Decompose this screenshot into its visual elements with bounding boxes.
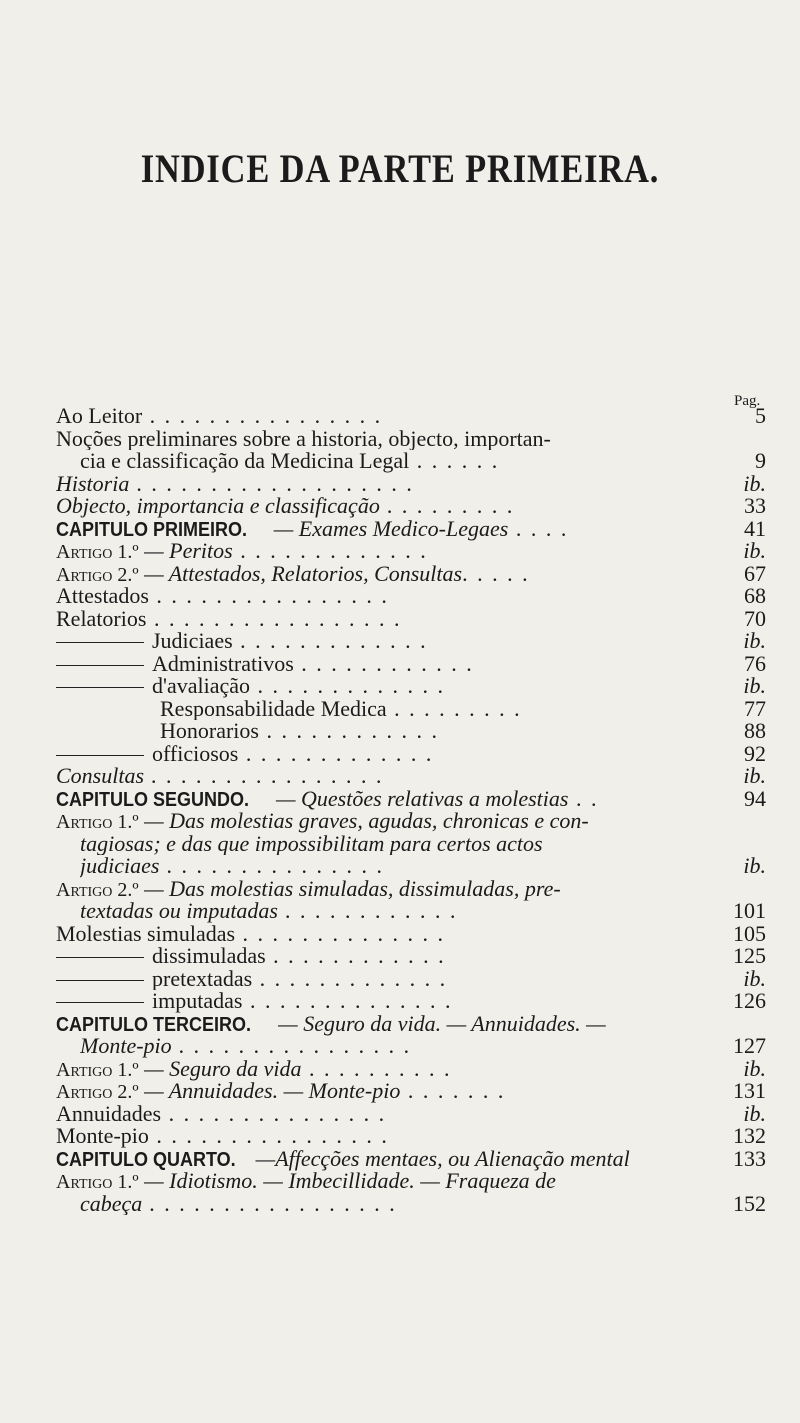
- entry-text: — Das molestias simuladas, dissimuladas, pre-: [138, 877, 561, 901]
- toc-entry: [56, 1145, 766, 1171]
- entry-text: — Questões relativas a molestias: [270, 787, 569, 811]
- entry-page: 33: [744, 493, 766, 518]
- toc-entry: Monte-pio . . . . . . . . . . . . . . . . 127: [80, 1033, 766, 1058]
- entry-page: 105: [733, 920, 766, 946]
- entry-text: tagiosas; e das que impossibilitam para certos actos: [80, 832, 543, 855]
- toc-entry: [56, 810, 766, 833]
- article-label: Artigo 1.º: [56, 811, 139, 833]
- article-label: Artigo 1.º: [56, 1058, 139, 1081]
- entry-text: Attestados: [56, 585, 149, 608]
- chapter-label: CAPITULO PRIMEIRO.: [56, 518, 248, 541]
- ditto-rule: [56, 687, 144, 688]
- toc-entry: Artigo 1.º — Seguro da vida . . . . . . . . . . ib.: [56, 1055, 766, 1081]
- entry-text: Monte-pio: [56, 1125, 149, 1148]
- toc-entry: textadas ou imputadas . . . . . . . . . . . . 101: [80, 898, 766, 923]
- entry-text: Ao Leitor: [56, 405, 143, 428]
- ditto-rule: [56, 957, 144, 958]
- entry-page: ib.: [743, 470, 766, 496]
- entry-page: 94: [744, 785, 766, 811]
- toc-entry: officiosos . . . . . . . . . . . . . 92: [56, 743, 766, 766]
- toc-entry: judiciaes . . . . . . . . . . . . . . . ib.: [80, 853, 766, 878]
- table-of-contents: [56, 405, 766, 1215]
- toc-entry: Judiciaes . . . . . . . . . . . . . ib.: [56, 630, 766, 653]
- entry-text: officiosos: [152, 742, 239, 765]
- toc-entry: Consultas . . . . . . . . . . . . . . . . ib.: [56, 763, 766, 788]
- toc-entry: Monte-pio . . . . . . . . . . . . . . . . 132: [56, 1123, 766, 1148]
- entry-text: cia e classificação da Medicina Legal: [80, 450, 410, 473]
- ditto-rule: [56, 665, 144, 666]
- toc-entry: Relatorios . . . . . . . . . . . . . . . . . 70: [56, 605, 766, 631]
- entry-page: 125: [733, 943, 766, 968]
- entry-text: — Seguro da vida: [138, 1057, 302, 1081]
- entry-text: Historia: [56, 472, 130, 495]
- toc-entry: Attestados . . . . . . . . . . . . . . . . 68: [56, 583, 766, 608]
- entry-text: — Das molestias graves, agudas, chronicas e con-: [138, 810, 589, 833]
- chapter-label: CAPITULO QUARTO.: [56, 1148, 236, 1171]
- toc-entry: d'avaliação . . . . . . . . . . . . . ib.: [56, 675, 766, 698]
- toc-entry: Artigo 2.º — Annuidades. — Monte-pio . . . . . . . 131: [56, 1078, 766, 1103]
- entry-page: ib.: [743, 1055, 766, 1081]
- ditto-rule: [56, 642, 144, 643]
- entry-text: — Attestados, Relatorios, Consultas: [138, 562, 463, 586]
- entry-page: 68: [744, 583, 766, 608]
- toc-entry: cia e classificação da Medicina Legal . . . . . . 9: [80, 448, 766, 473]
- ditto-rule: [56, 755, 144, 756]
- entry-page: 41: [744, 515, 766, 541]
- toc-entry: [56, 878, 766, 901]
- toc-entry: Responsabilidade Medica . . . . . . . . . 77: [160, 695, 766, 721]
- toc-entry: Artigo 1.º — Peritos . . . . . . . . . . . . . ib.: [56, 538, 766, 563]
- entry-text: cabeça: [80, 1192, 143, 1215]
- index-title: INDICE DA PARTE PRIMEIRA.: [140, 146, 660, 191]
- entry-page: 101: [733, 898, 766, 923]
- toc-entry: CAPITULO PRIMEIRO. — Exames Medico-Legaes . . . . 41: [56, 515, 766, 541]
- entry-text: judiciaes: [80, 855, 160, 878]
- entry-page: 88: [744, 718, 766, 743]
- toc-entry: dissimuladas . . . . . . . . . . . . 125: [56, 945, 766, 968]
- toc-entry: Annuidades . . . . . . . . . . . . . . . ib.: [56, 1100, 766, 1126]
- entry-page: 133: [733, 1145, 766, 1171]
- entry-page: 127: [733, 1033, 766, 1058]
- entry-text: — Peritos: [138, 540, 233, 563]
- entry-text: imputadas: [152, 990, 243, 1013]
- entry-page: 77: [744, 695, 766, 721]
- toc-entry: Honorarios . . . . . . . . . . . . 88: [160, 718, 766, 743]
- entry-page: ib.: [743, 673, 766, 698]
- entry-text: — Idiotismo. — Imbecillidade. — Fraqueza de: [138, 1170, 556, 1193]
- entry-page: 76: [744, 650, 766, 676]
- article-label: Artigo 2.º: [56, 1081, 139, 1103]
- entry-page: 92: [744, 740, 766, 766]
- entry-text: Annuidades: [56, 1102, 162, 1125]
- entry-text: — Seguro da vida. — Annuidades. —: [272, 1012, 606, 1036]
- article-label: Artigo 1.º: [56, 541, 139, 563]
- entry-page: ib.: [743, 1100, 766, 1126]
- entry-text: Molestias simuladas: [56, 922, 236, 945]
- toc-entry: imputadas . . . . . . . . . . . . . . 126: [56, 990, 766, 1013]
- entry-page: ib.: [743, 853, 766, 878]
- entry-page: 152: [733, 1190, 766, 1216]
- entry-page: 70: [744, 605, 766, 631]
- toc-entry: Historia . . . . . . . . . . . . . . . . . . . ib.: [56, 470, 766, 496]
- entry-text: pretextadas: [152, 967, 253, 990]
- entry-page: 9: [755, 448, 766, 473]
- toc-entry: cabeça . . . . . . . . . . . . . . . . . 152: [80, 1190, 766, 1216]
- entry-page: 5: [755, 403, 766, 428]
- toc-entry: Administrativos . . . . . . . . . . . . 76: [56, 653, 766, 676]
- entry-text: Consultas: [56, 765, 145, 788]
- entry-page: 67: [744, 560, 766, 586]
- chapter-label: CAPITULO TERCEIRO.: [56, 1013, 252, 1036]
- toc-entry: Artigo 2.º — Attestados, Relatorios, Consultas. . . . . 67: [56, 560, 766, 586]
- entry-text: —Affecções mentaes, ou Alienação mental: [255, 1147, 630, 1171]
- toc-entry: Objecto, importancia e classificação . . . . . . . . . 33: [56, 493, 766, 518]
- article-label: Artigo 2.º: [56, 878, 139, 901]
- entry-text: Responsabilidade Medica: [160, 697, 387, 720]
- entry-page: 131: [733, 1078, 766, 1103]
- article-label: Artigo 2.º: [56, 563, 139, 586]
- entry-text: — Exames Medico-Legaes: [268, 517, 509, 541]
- toc-entry: [56, 1170, 766, 1193]
- entry-text: Judiciaes: [152, 630, 233, 653]
- ditto-rule: [56, 980, 144, 981]
- entry-text: — Annuidades. — Monte-pio: [138, 1080, 401, 1103]
- entry-page: ib.: [743, 538, 766, 563]
- toc-entry: Ao Leitor . . . . . . . . . . . . . . . . 5: [56, 403, 766, 428]
- entry-text: d'avaliação: [152, 675, 251, 698]
- entry-text: dissimuladas: [152, 945, 266, 968]
- entry-page: ib.: [743, 763, 766, 788]
- toc-entry: CAPITULO SEGUNDO. — Questões relativas a molestias . . 94: [56, 785, 766, 811]
- toc-entry: Molestias simuladas . . . . . . . . . . . . . . 105: [56, 920, 766, 946]
- page-column-header: Pag.: [734, 393, 761, 409]
- toc-entry: [56, 1013, 766, 1036]
- entry-page: ib.: [743, 965, 766, 991]
- chapter-label: CAPITULO SEGUNDO.: [56, 788, 250, 811]
- entry-text: Objecto, importancia e classificação: [56, 495, 380, 518]
- entry-text: Relatorios: [56, 607, 147, 630]
- entry-page: ib.: [743, 628, 766, 653]
- entry-text: Administrativos: [152, 652, 294, 675]
- entry-page: 132: [733, 1123, 766, 1148]
- entry-page: 126: [733, 988, 766, 1013]
- toc-entry: [56, 833, 766, 856]
- entry-text: textadas ou imputadas: [80, 900, 278, 923]
- entry-text: Monte-pio: [80, 1035, 172, 1058]
- entry-text: Noções preliminares sobre a historia, objecto, importan-: [56, 427, 551, 450]
- toc-entry: [56, 428, 766, 451]
- toc-entry: pretextadas . . . . . . . . . . . . . ib.: [56, 968, 766, 991]
- entry-text: Honorarios: [160, 720, 259, 743]
- article-label: Artigo 1.º: [56, 1171, 139, 1193]
- ditto-rule: [56, 1002, 144, 1003]
